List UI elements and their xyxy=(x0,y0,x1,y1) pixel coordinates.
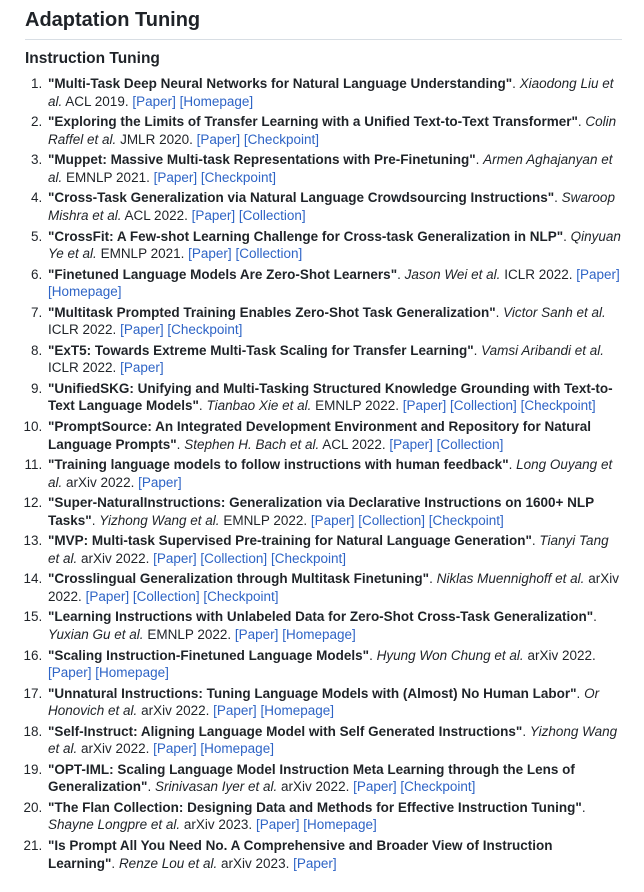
paper-authors: Vamsi Aribandi et al. xyxy=(481,342,604,358)
paper-link-paper[interactable]: [Paper] xyxy=(255,817,300,833)
paper-link-checkpoint[interactable]: [Checkpoint] xyxy=(400,779,476,795)
paper-link-homepage[interactable]: [Homepage] xyxy=(303,817,377,833)
paper-link-paper[interactable]: [Paper] xyxy=(153,169,198,185)
title-separator: . xyxy=(512,76,520,92)
paper-authors: Yizhong Wang et al. xyxy=(99,512,220,528)
paper-item xyxy=(46,228,622,263)
paper-title: "UnifiedSKG: Unifying and Multi-Tasking Structured Knowledge Grounding with Text-to-Text Language Models" xyxy=(48,380,613,414)
paper-title: "Multitask Prompted Training Enables Zero-Shot Task Generalization" xyxy=(48,304,496,320)
title-separator: . xyxy=(508,457,517,473)
paper-item xyxy=(46,837,622,872)
paper-links xyxy=(120,322,242,337)
paper-links xyxy=(132,94,253,109)
paper-link-checkpoint[interactable]: [Checkpoint] xyxy=(243,131,319,147)
paper-link-collection[interactable]: [Collection] xyxy=(358,512,425,528)
paper-venue: EMNLP 2022. xyxy=(223,512,308,528)
paper-item xyxy=(46,494,622,529)
paper-title: "Super-NaturalInstructions: Generalization via Declarative Instructions on 1600+ NLP Tasks" xyxy=(48,495,594,528)
paper-title: "Muppet: Massive Multi-task Representations with Pre-Finetuning" xyxy=(48,152,476,168)
paper-authors: Renze Lou et al. xyxy=(118,855,218,871)
paper-venue: arXiv 2022. xyxy=(281,779,350,795)
paper-item xyxy=(46,75,622,110)
paper-authors: Yizhong Wang et al. xyxy=(48,723,618,757)
paper-authors: Victor Sanh et al. xyxy=(503,304,606,320)
paper-authors: Qinyuan Ye et al. xyxy=(48,228,621,262)
paper-title: "Learning Instructions with Unlabeled Data for Zero-Shot Cross-Task Generalization" xyxy=(48,609,594,625)
paper-venue: ICLR 2022. xyxy=(48,360,117,376)
paper-links xyxy=(403,398,596,413)
paper-authors: Yuxian Gu et al. xyxy=(48,627,144,642)
paper-venue: EMNLP 2022. xyxy=(315,398,399,414)
paper-title: "The Flan Collection: Designing Data and Methods for Effective Instruction Tuning" xyxy=(48,799,582,815)
paper-item xyxy=(46,685,622,720)
paper-link-paper[interactable]: [Paper] xyxy=(389,436,433,452)
paper-link-checkpoint[interactable]: [Checkpoint] xyxy=(520,398,596,414)
paper-links xyxy=(311,513,504,528)
title-separator: . xyxy=(176,436,185,452)
paper-venue: arXiv 2022. xyxy=(81,550,150,566)
paper-link-paper[interactable]: [Paper] xyxy=(353,779,397,795)
paper-links xyxy=(86,589,279,604)
paper-title: "OPT-IML: Scaling Language Model Instruction Meta Learning through the Lens of Generalization" xyxy=(48,761,575,795)
paper-link-paper[interactable]: [Paper] xyxy=(293,855,337,871)
paper-item xyxy=(46,151,622,186)
paper-links xyxy=(138,475,182,490)
title-separator: . xyxy=(495,304,504,320)
paper-authors: Shayne Longpre et al. xyxy=(48,817,181,833)
paper-authors: Armen Aghajanyan et al. xyxy=(48,152,613,185)
paper-links xyxy=(192,208,306,223)
paper-item xyxy=(46,761,622,796)
page-title: Adaptation Tuning xyxy=(25,8,622,40)
paper-venue: arXiv 2022. xyxy=(141,703,210,719)
title-separator: . xyxy=(522,723,530,739)
paper-title: "PromptSource: An Integrated Development Environment and Repository for Natural Language Prompts" xyxy=(48,418,591,452)
paper-link-checkpoint[interactable]: [Checkpoint] xyxy=(428,512,504,528)
paper-link-paper[interactable]: [Paper] xyxy=(132,93,176,109)
paper-venue: ACL 2019. xyxy=(65,93,129,109)
paper-venue: arXiv 2023. xyxy=(183,817,253,833)
paper-link-paper[interactable]: [Paper] xyxy=(120,322,164,338)
paper-venue: ICLR 2022. xyxy=(504,266,573,282)
paper-links xyxy=(213,703,334,718)
paper-item xyxy=(46,266,622,301)
paper-title: "Is Prompt All You Need No. A Comprehensive and Broader View of Instruction Learning" xyxy=(48,838,553,871)
paper-title: "Multi-Task Deep Neural Networks for Natural Language Understanding" xyxy=(48,76,513,92)
paper-item xyxy=(46,799,622,834)
title-separator: . xyxy=(593,609,597,625)
paper-links xyxy=(389,437,503,452)
paper-link-collection[interactable]: [Collection] xyxy=(235,246,303,262)
paper-link-homepage[interactable]: [Homepage] xyxy=(260,703,334,719)
paper-title: "Crosslingual Generalization through Multitask Finetuning" xyxy=(48,571,430,587)
paper-link-checkpoint[interactable]: [Checkpoint] xyxy=(200,169,276,185)
paper-venue: JMLR 2020. xyxy=(120,131,193,147)
paper-link-checkpoint[interactable]: [Checkpoint] xyxy=(203,588,279,604)
paper-link-homepage[interactable]: [Homepage] xyxy=(48,284,122,300)
paper-link-collection[interactable]: [Collection] xyxy=(200,550,268,566)
paper-item xyxy=(46,608,622,643)
title-separator: . xyxy=(429,571,437,587)
paper-links xyxy=(120,360,164,375)
title-separator: . xyxy=(531,533,540,549)
paper-list xyxy=(25,75,622,872)
paper-item xyxy=(46,113,622,148)
paper-link-paper[interactable]: [Paper] xyxy=(188,246,232,262)
paper-item xyxy=(46,380,622,415)
paper-link-paper[interactable]: [Paper] xyxy=(85,588,130,604)
paper-link-paper[interactable]: [Paper] xyxy=(153,550,197,566)
title-separator: . xyxy=(397,266,405,282)
paper-links xyxy=(293,856,337,871)
paper-authors: Niklas Muennighoff et al. xyxy=(436,571,585,587)
paper-venue: arXiv 2022. xyxy=(66,474,135,490)
paper-authors: Tianbao Xie et al. xyxy=(206,398,312,414)
title-separator: . xyxy=(563,228,571,244)
paper-link-paper[interactable]: [Paper] xyxy=(153,741,197,757)
paper-links xyxy=(154,170,276,185)
section-title-instruction-tuning: Instruction Tuning xyxy=(25,50,160,67)
paper-links xyxy=(256,817,377,832)
paper-authors: Xiaodong Liu et al. xyxy=(48,76,614,109)
title-separator: . xyxy=(91,512,100,528)
title-separator: . xyxy=(577,114,586,130)
paper-links xyxy=(153,741,274,756)
title-separator: . xyxy=(111,855,119,871)
paper-title: "Unnatural Instructions: Tuning Language Models with (Almost) No Human Labor" xyxy=(48,685,577,701)
paper-links xyxy=(48,665,169,680)
paper-authors: Stephen H. Bach et al. xyxy=(184,436,320,452)
paper-link-homepage[interactable]: [Homepage] xyxy=(200,741,274,757)
paper-links xyxy=(235,627,356,642)
paper-link-paper[interactable]: [Paper] xyxy=(138,474,182,490)
paper-authors: Tianyi Tang et al. xyxy=(48,533,609,566)
paper-link-paper[interactable]: [Paper] xyxy=(310,512,355,528)
paper-venue: ACL 2022. xyxy=(124,207,188,223)
paper-authors: Long Ouyang et al. xyxy=(48,457,613,490)
paper-item xyxy=(46,189,622,224)
title-separator: . xyxy=(475,152,484,168)
paper-title: "ExT5: Towards Extreme Multi-Task Scaling for Transfer Learning" xyxy=(48,342,474,358)
paper-venue: EMNLP 2022. xyxy=(147,627,232,642)
title-separator: . xyxy=(198,398,207,414)
paper-link-homepage[interactable]: [Homepage] xyxy=(282,627,356,642)
paper-link-checkpoint[interactable]: [Checkpoint] xyxy=(270,550,347,566)
paper-link-homepage[interactable]: [Homepage] xyxy=(179,93,254,109)
title-separator: . xyxy=(554,190,562,206)
paper-link-paper[interactable]: [Paper] xyxy=(213,703,257,719)
paper-link-collection[interactable]: [Collection] xyxy=(436,436,504,452)
paper-links xyxy=(188,246,302,261)
title-separator: . xyxy=(576,685,585,701)
paper-title: "Finetuned Language Models Are Zero-Shot Learners" xyxy=(48,266,398,282)
paper-item xyxy=(46,570,622,605)
paper-link-paper[interactable]: [Paper] xyxy=(234,627,279,642)
paper-item xyxy=(46,304,622,339)
paper-link-paper[interactable]: [Paper] xyxy=(120,360,164,376)
paper-link-checkpoint[interactable]: [Checkpoint] xyxy=(167,322,243,338)
title-separator: . xyxy=(581,799,586,815)
paper-authors: Hyung Won Chung et al. xyxy=(376,647,524,663)
paper-item xyxy=(46,418,622,453)
paper-authors: Jason Wei et al. xyxy=(404,266,501,282)
paper-item xyxy=(46,532,622,567)
paper-link-paper[interactable]: [Paper] xyxy=(402,398,447,414)
paper-link-homepage[interactable]: [Homepage] xyxy=(95,665,169,681)
paper-link-collection[interactable]: [Collection] xyxy=(450,398,517,414)
paper-title: "Training language models to follow instructions with human feedback" xyxy=(48,457,509,473)
paper-authors: Srinivasan Iyer et al. xyxy=(154,779,278,795)
paper-venue: arXiv 2022. xyxy=(48,571,619,604)
paper-link-collection[interactable]: [Collection] xyxy=(238,207,306,223)
paper-title: "Exploring the Limits of Transfer Learning with a Unified Text-to-Text Transformer" xyxy=(48,114,578,130)
paper-venue: EMNLP 2021. xyxy=(66,169,150,185)
paper-links xyxy=(353,779,475,794)
paper-item xyxy=(46,647,622,682)
paper-title: "Cross-Task Generalization via Natural Language Crowdsourcing Instructions" xyxy=(48,190,555,206)
title-separator: . xyxy=(369,647,377,663)
paper-authors: Or Honovich et al. xyxy=(48,685,600,719)
paper-venue: arXiv 2022. xyxy=(81,741,150,757)
paper-item xyxy=(46,456,622,491)
title-separator: . xyxy=(473,342,482,358)
paper-authors: Colin Raffel et al. xyxy=(48,114,617,147)
title-separator: . xyxy=(147,779,155,795)
paper-venue: EMNLP 2021. xyxy=(100,246,185,262)
paper-link-paper[interactable]: [Paper] xyxy=(576,266,620,282)
paper-item xyxy=(46,723,622,758)
paper-link-collection[interactable]: [Collection] xyxy=(132,588,200,604)
paper-title: "MVP: Multi-task Supervised Pre-training for Natural Language Generation" xyxy=(48,533,532,549)
paper-links xyxy=(197,132,319,147)
paper-venue: ICLR 2022. xyxy=(48,322,117,338)
paper-links xyxy=(153,551,346,566)
paper-venue: arXiv 2023. xyxy=(221,855,290,871)
paper-item xyxy=(46,342,622,377)
paper-link-paper[interactable]: [Paper] xyxy=(191,207,236,223)
paper-authors: Swaroop Mishra et al. xyxy=(48,190,615,223)
paper-venue: arXiv 2022. xyxy=(527,647,596,663)
paper-venue: ACL 2022. xyxy=(322,436,386,452)
paper-title: "Self-Instruct: Aligning Language Model with Self Generated Instructions" xyxy=(48,723,523,739)
paper-title: "CrossFit: A Few-shot Learning Challenge for Cross-task Generalization in NLP" xyxy=(48,228,564,244)
paper-title: "Scaling Instruction-Finetuned Language Models" xyxy=(48,647,370,663)
paper-link-paper[interactable]: [Paper] xyxy=(196,131,241,147)
paper-link-paper[interactable]: [Paper] xyxy=(48,665,92,681)
